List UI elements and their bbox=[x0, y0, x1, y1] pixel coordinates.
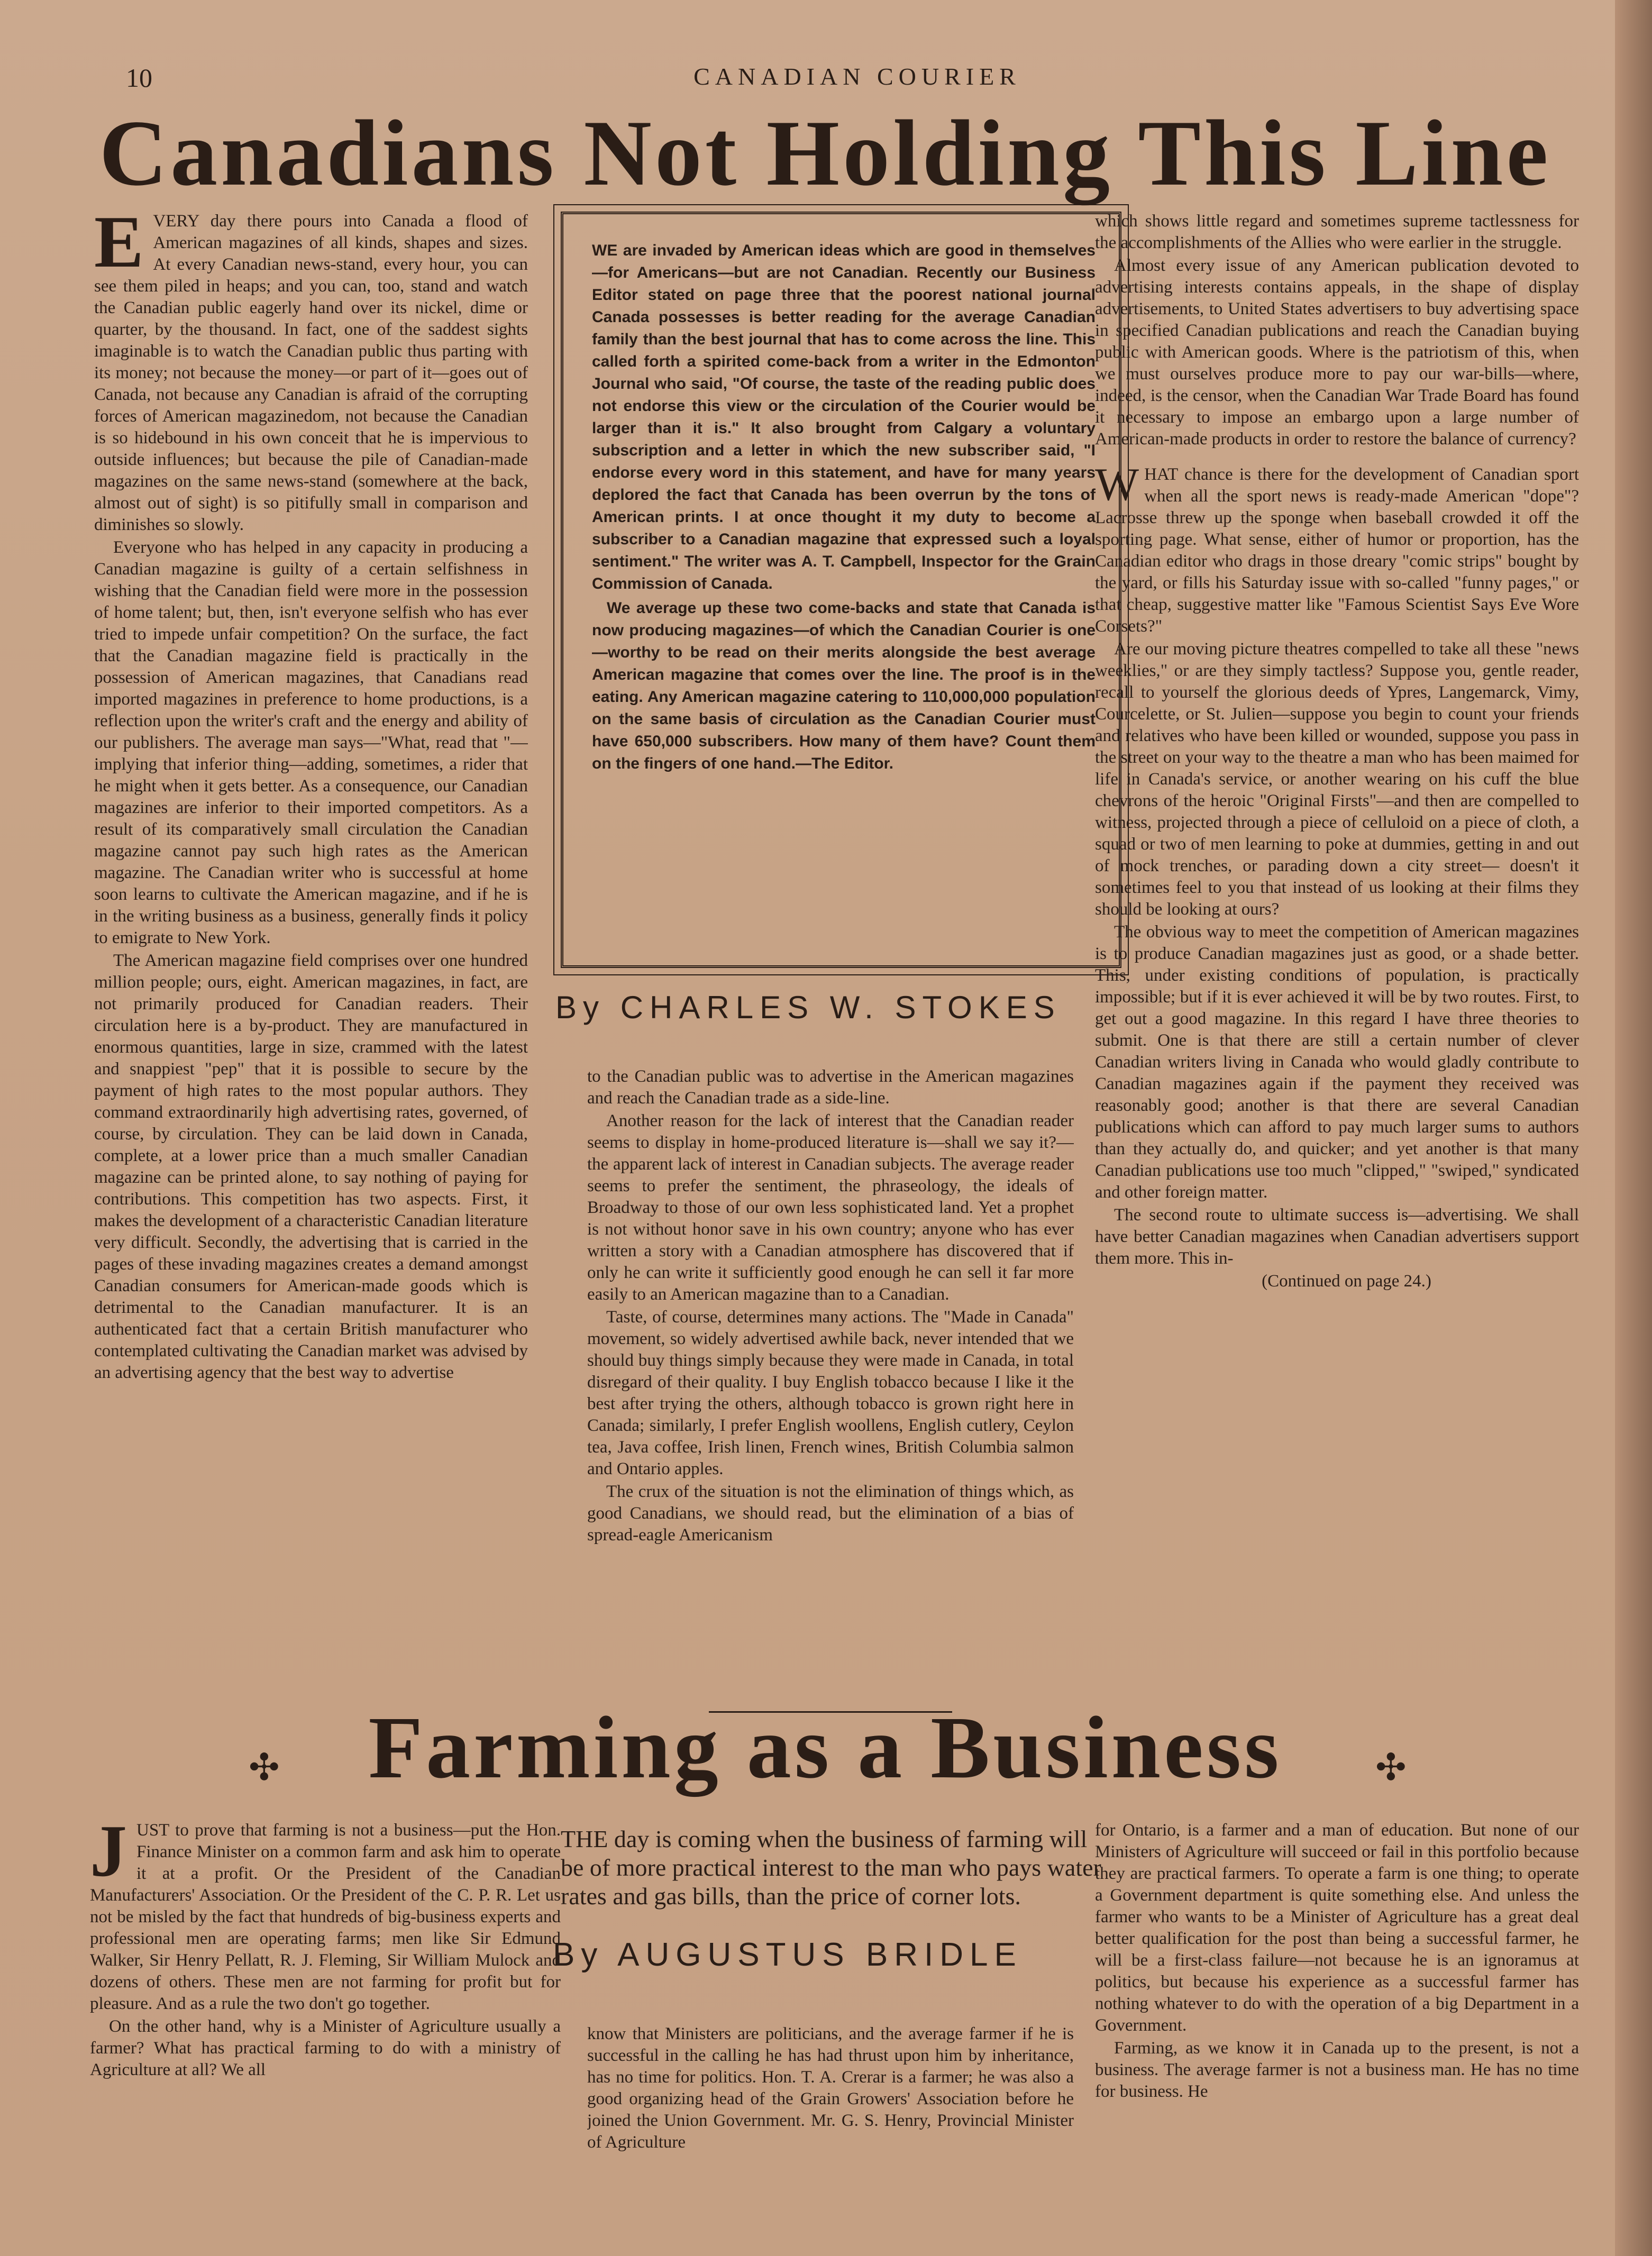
paragraph: On the other hand, why is a Minister of Agriculture usually a farmer? What has practical farming to do with a ministry of Agriculture at all? We all bbox=[90, 2017, 561, 2079]
paragraph: VERY day there pours into Canada a flood of American magazines of all kinds, shapes and sizes. At every Canadian news-stand, every hour, you can see them piled in heaps; and you can, too, stand and watch the Canadian public eagerly hand over its nickel, dime or quarter, by the thousand. In fact, one of the saddest sights imaginable is to watch the Canadian public thus parting with its money; not because the money—or part of it—goes out of Canada, not because any Canadian is afraid of the corrupting forces of American magazinedom, not because the Canadian is so hidebound in his own conceit that he is impervious to outside influences; but because the pile of Canadian-made magazines on the same news-stand (somewhere at the back, almost out of sight) is so pitifully small in comparison and diminishes so slowly. bbox=[94, 212, 528, 534]
byline-stokes: By CHARLES W. STOKES bbox=[555, 990, 1061, 1025]
ornament-right-icon: ✣ bbox=[1375, 1748, 1407, 1788]
page-edge-shadow bbox=[1615, 0, 1652, 2256]
article1-column-2 bbox=[587, 1066, 1074, 1701]
paragraph: Another reason for the lack of interest that the Canadian reader seems to display in home-produced literature is—shall we say it?—the apparent lack of interest in Canadian subjects. The average reader seems to prefer the sentiment, the phraseology, the ideals of Broadway to those of our own less sophisticated land. Yet a prophet is not without honor save in his own country; anyone who has ever written a story with a Canadian atmosphere has discovered that if only he can write it sufficiently good enough he can sell it far more easily to an American magazine than to a Canadian. bbox=[587, 1111, 1074, 1304]
paragraph: for Ontario, is a farmer and a man of education. But none of our Ministers of Agriculture will succeed or fail in this portfolio because they are practical farmers. To operate a farm is one thing; to operate a Government department is quite something else. And unless the farmer who wants to be a Minister of Agriculture has a great deal better qualification for the post than being a successful farmer, he will be a first-class failure—not because he is an ignoramus at politics, but because his experience as a successful farmer has nothing whatever to do with the operation of a big Department in a Government. bbox=[1095, 1821, 1579, 2035]
paragraph: Taste, of course, determines many actions. The "Made in Canada" movement, so widely advertised awhile back, never intended that we should buy things simply because they were made in Canada, in total disregard of their quality. I buy English tobacco because I like it the best after trying the others, although tobacco is grown right here in Canada; similarly, I prefer English woollens, English cutlery, Ceylon tea, Java coffee, Irish linen, French wines, British Columbia salmon and Ontario apples. bbox=[587, 1308, 1074, 1478]
paragraph: to the Canadian public was to advertise in the American magazines and reach the Canadian trade as a side-line. bbox=[587, 1067, 1074, 1108]
paragraph: which shows little regard and sometimes supreme tactlessness for the accomplishments of the Allies who were earlier in the struggle. bbox=[1095, 212, 1579, 252]
article-title-canadians: Canadians Not Holding This Line bbox=[99, 101, 1551, 205]
article1-column-1 bbox=[94, 211, 528, 1647]
paragraph: Farming, as we know it in Canada up to the present, is not a business. The average farmer is not a business man. He has no time for business. He bbox=[1095, 2039, 1579, 2101]
page-header bbox=[126, 62, 1589, 94]
paragraph: The second route to ultimate success is—advertising. We shall have better Canadian magazines when Canadian advertisers support them more. This in- bbox=[1095, 1205, 1579, 1268]
byline-bridle: By AUGUSTUS BRIDLE bbox=[553, 1937, 1023, 1973]
paragraph: The crux of the situation is not the elimination of things which, as good Canadians, we should read, but the elimination of a bias of spread-eagle Americanism bbox=[587, 1482, 1074, 1545]
dropcap-w: W bbox=[1095, 459, 1139, 510]
editor-paragraph: WE are invaded by American ideas which are good in themselves—for Americans—but are not Canadian. Recently our Business Editor stated on page three that the poorest national journal Canada possesses is better reading for the average Canadian family than the best journal that has to come across the line. This called forth a spirited come-back from a writer in the Edmonton Journal who said, "Of course, the taste of the reading public does not endorse this view or the circulation of the Courier would be larger than it is." It also brought from Calgary a voluntary subscription and a letter in which the new subscriber said, "I endorse every word in this statement, and have for many years deplored the fact that Canada has been overrun by the tons of American prints. I at once thought it my duty to become a subscriber to a Canadian magazine that expressed such a loyal sentiment." The writer was A. T. Campbell, Inspector for the Grain Commission of Canada. bbox=[592, 242, 1096, 592]
paragraph: Almost every issue of any American publication devoted to advertising interests contains appeals, in the shape of display advertisements, to United States advertisers to buy advertising space in specified Canadian publications and reach the Canadian buying public with American goods. Where is the patriotism of this, when we must ourselves produce more to pay our war-bills—where, indeed, is the censor, when the Canadian War Trade Board has found it necessary to impose an embargo upon a large number of American-made products in order to restore the balance of currency? bbox=[1095, 256, 1579, 449]
continued-note: (Continued on page 24.) bbox=[1262, 1272, 1431, 1291]
editor-note-box bbox=[561, 212, 1121, 968]
article2-column-2 bbox=[587, 2023, 1074, 2245]
running-head: CANADIAN COURIER bbox=[693, 63, 1021, 90]
article1-column-3 bbox=[1095, 211, 1579, 1702]
editor-paragraph: We average up these two come-backs and state that Canada is now producing magazines—of which the Canadian Courier is one—worthy to be read on their merits alongside the best average American magazine that comes over the line. The proof is in the eating. Any American magazine catering to 110,000,000 population on the same basis of circulation as the Canadian Courier must have 650,000 subscribers. How many of them have? Count them on the fingers of one hand.—The Editor. bbox=[592, 599, 1096, 772]
paragraph: HAT chance is there for the development of Canadian sport when all the sport news is ready-made American "dope"? Lacrosse threw up the sponge when baseball crowded it off the sporting page. What sense, either of humor or proportion, has the Canadian editor who drags in those dreary "comic strips" bought by the yard, or fills his Saturday issue with so-called "funny pages," or that cheap, suggestive matter like "Famous Scientist Says Eve Wore Corsets?" bbox=[1095, 465, 1579, 636]
paragraph: The obvious way to meet the competition of American magazines is to produce Canadian magazines just as good, or a shade better. This, under existing conditions of population, is practically impossible; but if it is ever achieved it will be by two routes. First, to get out a good magazine. In this regard I have three theories to submit. One is that there are still a certain number of clever Canadian writers living in Canada who would gladly contribute to Canadian magazines again if the payment they received was reasonably good; another is that there are several Canadian publications which can afford to pay much larger sums to authors than they actually do, and quicker; and yet another is that many Canadian publications use too much "clipped," "swiped," syndicated and other foreign matter. bbox=[1095, 923, 1579, 1202]
paragraph: know that Ministers are politicians, and the average farmer if he is successful in the calling he has had thrust upon him by inheritance, has no time for politics. Hon. T. A. Crerar is a farmer; he was also a good organizing head of the Grain Growers' Association before he joined the Union Government. Mr. G. S. Henry, Provincial Minister of Agriculture bbox=[587, 2024, 1074, 2152]
article2-column-1 bbox=[90, 1820, 561, 2253]
paragraph: Everyone who has helped in any capacity in producing a Canadian magazine is guilty of a certain selfishness in wishing that the Canadian field were more in the possession of home talent; but, then, isn't everyone selfish who has ever tried to impede unfair competition? On the surface, the fact that the Canadian magazine field is practically in the possession of American magazines, that Canadians read imported magazines in preference to home productions, is a reflection upon the writer's craft and the energy and ability of our publishers. The average man says—"What, read that "—implying that inferior thing—adding, sometimes, a rider that he might when it gets better. As a consequence, our Canadian magazines are inferior to their imported competitors. As a result of its comparatively small circulation the Canadian magazine cannot pay such high rates as the American magazine. The Canadian writer who is successful at home soon learns to cultivate the American magazine, and if he is in the writing business as a business, generally finds it policy to emigrate to New York. bbox=[94, 538, 528, 947]
ornament-left-icon: ✣ bbox=[249, 1748, 280, 1788]
paragraph: UST to prove that farming is not a business—put the Hon. Finance Minister on a common farm and ask him to operate it at a profit. Or the President of the Canadian Manufacturers' Association. Or the President of the C. P. R. Let us not be misled by the fact that hundreds of big-business experts and professional men are operating farms; men like Sir Edmund Walker, Sir Henry Pellatt, R. J. Fleming, Sir William Mulock and dozens of others. These men are not farming for profit but for pleasure. And as a rule the two don't go together. bbox=[90, 1821, 561, 2013]
article-title-farming: Farming as a Business bbox=[368, 1698, 1282, 1797]
dropcap-e: E bbox=[94, 211, 144, 283]
paragraph: Are our moving picture theatres compelled to take all these "news weeklies," or are they simply tactless? Suppose you, gentle reader, recall to yourself the glorious deeds of Ypres, Langemarck, Vimy, Courcelette, or St. Julien—suppose you begin to count your friends and relatives who have been killed or wounded, suppose you pass in the street on your way to the theatre a man who has been maimed for life in Canada's service, or another wearing on his cuff the blue chevrons of the heroic "Original Firsts"—and then are compelled to witness, projected through a piece of celluloid on a piece of cloth, a squad or two of men learning to poke at dummies, getting in and out of mock trenches, or parading down a city street— doesn't it sometimes feel to you that instead of us looking at their films they should be looking at ours? bbox=[1095, 640, 1579, 919]
dropcap-j: J bbox=[90, 1820, 127, 1892]
page-number: 10 bbox=[126, 63, 152, 93]
pull-quote: THE day is coming when the business of farming will be of more practical interest to the man who pays water rates and gas bills, than the price of corner lots. bbox=[561, 1825, 1101, 1910]
article2-column-3 bbox=[1095, 1820, 1579, 2253]
paragraph: The American magazine field comprises over one hundred million people; ours, eight. American magazines, in fact, are not primarily produced for Canadian readers. Their circulation here is a by-product. They are manufactured in enormous quantities, large in size, crammed with the latest and snappiest "pep" that it is possible to secure by the payment of high rates to the most popular authors. They command extraordinarily high advertising rates, governed, of course, by circulation. They can be laid down in Canada, complete, at a lower price than a much smaller Canadian magazine can be printed alone, to say nothing of paying for contributions. This competition has two aspects. First, it makes the development of a characteristic Canadian literature very difficult. Secondly, the advertising that is carried in the pages of these invading magazines creates a demand amongst Canadian consumers for American-made goods which is detrimental to the Canadian manufacturer. It is an authenticated fact that a certain British manufacturer who contemplated cultivating the Canadian market was advised by an advertising agency that the best way to advertise bbox=[94, 951, 528, 1382]
